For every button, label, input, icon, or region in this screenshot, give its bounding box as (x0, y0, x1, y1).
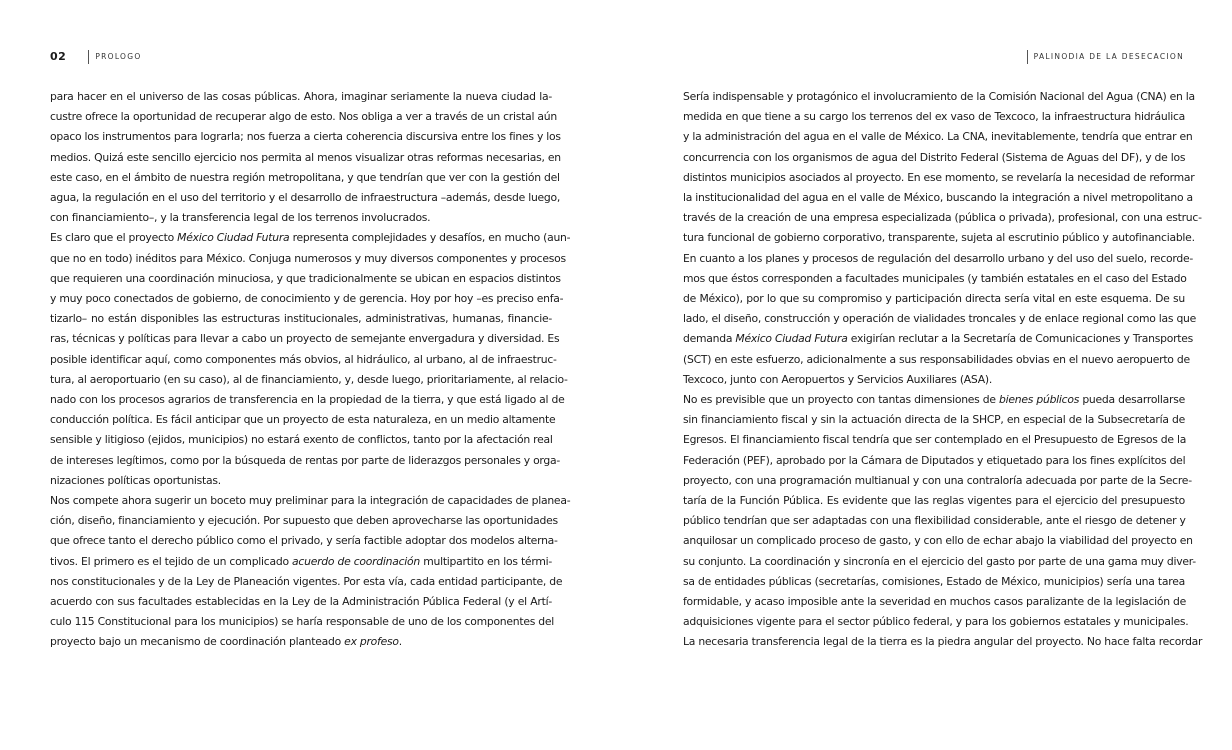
text-segment: representa complejidades y desafíos, en mucho (aun- (289, 231, 571, 245)
text-line (50, 592, 552, 612)
text-segment: sensible y litigioso (ejidos, municipios) no estará exento de conflictos, tanto por la afectación real (50, 433, 553, 447)
text-segment: la institucionalidad del agua en el valle de México, buscando la integración a nivel metropolitano a (683, 191, 1193, 205)
text-line (50, 491, 571, 511)
text-line (50, 410, 556, 430)
text-line (683, 329, 1194, 349)
text-segment: En cuanto a los planes y procesos de regulación del desarrollo urbano y del uso del suelo, recorde- (683, 251, 1194, 265)
text-line (683, 309, 1197, 329)
text-segment: Nos compete ahora sugerir un boceto muy preliminar para la integración de capacidades de planea- (50, 494, 571, 508)
text-line (50, 148, 561, 168)
text-segment: demanda (683, 332, 736, 346)
text-column-right (683, 87, 1203, 653)
text-segment: medios. Quizá este sencillo ejercicio nos permita al menos visualizar otras reformas necesarias, en (50, 150, 561, 164)
text-line (50, 370, 568, 390)
text-segment: multipartito en los térmi- (419, 554, 552, 568)
italic-text: ex profeso (344, 635, 399, 649)
text-segment: nado con los procesos agrarios de transferencia en la propiedad de la tierra, y que está ligado al de (50, 393, 565, 407)
text-line (50, 350, 557, 370)
text-segment: tizarlo– no están disponibles las estructuras institucionales, administrativas, humanas, financie- (50, 312, 552, 326)
text-line (50, 289, 564, 309)
text-segment: lado, el diseño, construcción y operación de vialidades troncales y de enlace regional como las que (683, 312, 1197, 326)
text-segment: anquilosar un complicado proceso de gasto, y con ello de echar abajo la viabilidad del proyecto en (683, 534, 1193, 548)
text-line (50, 188, 561, 208)
text-line (50, 87, 552, 107)
text-segment: custre ofrece la oportunidad de recuperar algo de esto. Nos obliga a ver a través de un cristal aún (50, 110, 557, 124)
text-line (683, 451, 1185, 471)
italic-text: México Ciudad Futura (735, 332, 848, 346)
text-segment: y la administración del agua en el valle de México. La CNA, inevitablemente, tendría que entrar en (683, 130, 1193, 144)
text-line (683, 208, 1202, 228)
text-segment: posible identificar aquí, como componentes más obvios, al hidráulico, al urbano, al de infraestruc- (50, 352, 557, 366)
italic-text: México Ciudad Futura (177, 231, 290, 245)
text-line (683, 269, 1185, 289)
text-line (50, 552, 552, 572)
text-line (683, 572, 1185, 592)
text-line (683, 350, 1190, 370)
text-line (50, 390, 565, 410)
text-segment: Egresos. El financiamiento fiscal tendría que ser contemplado en el Presupuesto de Egresos de la (683, 433, 1187, 447)
text-line (683, 370, 1185, 390)
page-header-right (1027, 50, 1184, 64)
text-segment: tura funcional de gobierno corporativo, transparente, sujeta al escrutinio público y autofinanciable. (683, 231, 1195, 245)
page-number: 02 (50, 50, 67, 63)
text-line (683, 390, 1185, 410)
text-segment: nizaciones políticas oportunistas. (50, 473, 221, 487)
text-line (50, 572, 563, 592)
text-line (683, 249, 1194, 269)
text-segment: Es claro que el proyecto (50, 231, 178, 245)
text-segment: que requieren una coordinación minuciosa, y que tradicionalmente se ubican en espacios distintos (50, 271, 561, 285)
text-line (50, 228, 571, 248)
text-segment: Sería indispensable y protagónico el involucramiento de la Comisión Nacional del Agua (CNA) en la (683, 90, 1195, 103)
text-column-left (50, 87, 571, 653)
text-line (50, 249, 566, 269)
header-divider-left (88, 50, 89, 64)
text-line (683, 289, 1185, 309)
text-line (50, 329, 560, 349)
text-line (683, 511, 1185, 531)
text-line (50, 511, 558, 531)
text-segment: su conjunto. La coordinación y sincronía en el ejercicio del gasto por parte de una gama muy diver- (683, 554, 1196, 568)
text-segment: taría de la Función Pública. Es evidente que las reglas vigentes para el ejercicio del presupuesto (683, 494, 1185, 508)
text-line (50, 471, 552, 491)
text-line (683, 632, 1203, 652)
text-line (50, 430, 552, 450)
text-line (683, 87, 1195, 107)
text-segment: culo 115 Constitucional para los municipios) se haría responsable de uno de los componentes del (50, 615, 555, 629)
page-header-left (50, 50, 142, 64)
text-segment: ras, técnicas y políticas para llevar a cabo un proyecto de semejante envergadura y diversidad. Es (50, 332, 560, 346)
text-segment: sa de entidades públicas (secretarías, comisiones, Estado de México, municipios) sería una tarea (683, 574, 1185, 588)
text-segment: formidable, y acaso imposible ante la severidad en muchos casos paralizante de la legislación de (683, 595, 1187, 609)
text-segment: (SCT) en este esfuerzo, adicionalmente a sus responsabilidades obvias en el nuevo aeropuerto de (683, 352, 1190, 366)
text-segment: medida en que tiene a su cargo los terrenos del ex vaso de Texcoco, la infraestructura hidráulica (683, 110, 1185, 124)
italic-text: bienes públicos (999, 393, 1080, 407)
text-line (683, 471, 1192, 491)
text-segment: . (398, 635, 402, 649)
text-line (50, 531, 558, 551)
text-segment: agua, la regulación en el uso del territorio y el desarrollo de infraestructura –además, desde luego, (50, 191, 561, 205)
text-segment: nos constitucionales y de la Ley de Planeación vigentes. Por esta vía, cada entidad participante, de (50, 574, 563, 588)
text-line (50, 632, 552, 652)
text-segment: exigirían reclutar a la Secretaría de Comunicaciones y Transportes (847, 332, 1194, 346)
text-segment: público tendrían que ser adaptadas con una flexibilidad considerable, ante el riesgo de detener y (683, 514, 1186, 528)
section-label-left: PROLOGO (95, 52, 142, 61)
text-line (683, 552, 1196, 572)
text-line (683, 148, 1185, 168)
header-divider-right (1027, 50, 1028, 64)
text-segment: con financiamiento–, y la transferencia legal de los terrenos involucrados. (50, 211, 431, 225)
text-segment: tivos. El primero es el tejido de un complicado (50, 554, 293, 568)
text-line (683, 592, 1185, 612)
text-segment: opaco los instrumentos para lograrla; nos fuerza a cierta coherencia discursiva entre los fines y los (50, 130, 561, 144)
text-segment: Texcoco, junto con Aeropuertos y Servicios Auxiliares (ASA). (683, 372, 993, 386)
text-segment: este caso, en el ámbito de nuestra región metropolitana, y que tendrían que ver con la gestión del (50, 170, 560, 184)
text-line (683, 107, 1185, 127)
text-segment: ción, diseño, financiamiento y ejecución. Por supuesto que deben aprovecharse las oportunidades (50, 514, 558, 528)
text-segment: para hacer en el universo de las cosas públicas. Ahora, imaginar seriamente la nueva ciudad la- (50, 90, 552, 103)
text-line (50, 168, 560, 188)
text-segment: concurrencia con los organismos de agua del Distrito Federal (Sistema de Aguas del DF), y de los (683, 150, 1186, 164)
text-line (50, 107, 557, 127)
text-segment: adquisiciones vigente para el sector público federal, y para los gobiernos estatales y municipales. (683, 615, 1189, 629)
text-segment: Federación (PEF), aprobado por la Cámara de Diputados y etiquetado para los fines explícitos del (683, 453, 1186, 467)
text-segment: distintos municipios asociados al proyecto. En ese momento, se revelaría la necesidad de reformar (683, 170, 1195, 184)
text-line (50, 269, 561, 289)
text-segment: que ofrece tanto el derecho público como el privado, y sería factible adoptar dos modelos alterna- (50, 534, 558, 548)
text-segment: de intereses legítimos, como por la búsqueda de rentas por parte de liderazgos personales y orga- (50, 453, 561, 467)
text-line (683, 410, 1185, 430)
text-segment: que no en todo) inéditos para México. Conjuga numerosos y muy diversos componentes y procesos (50, 251, 566, 265)
text-segment: tura, al aeroportuario (en su caso), al de financiamiento, y, desde luego, prioritariamente, al relacio- (50, 372, 568, 386)
text-segment: La necesaria transferencia legal de la tierra es la piedra angular del proyecto. No hace falta recordar (683, 635, 1203, 649)
text-segment: y muy poco conectados de gobierno, de conocimiento y de gerencia. Hoy por hoy –es preciso enfa- (50, 292, 564, 306)
text-line (683, 168, 1195, 188)
text-line (50, 208, 552, 228)
text-line (683, 228, 1195, 248)
text-line (683, 612, 1189, 632)
text-line (50, 309, 552, 329)
text-line (50, 451, 561, 471)
text-line (683, 531, 1193, 551)
text-line (683, 430, 1185, 450)
text-line (50, 127, 561, 147)
text-segment: pueda desarrollarse (1079, 393, 1185, 407)
text-segment: proyecto bajo un mecanismo de coordinación planteado (50, 635, 345, 649)
text-segment: proyecto, con una programación multianual y con una contraloría adecuada por parte de la Secre- (683, 473, 1192, 487)
text-segment: través de la creación de una empresa especializada (pública o privada), profesional, con una estruc- (683, 211, 1202, 225)
text-line (50, 612, 555, 632)
text-line (683, 127, 1193, 147)
text-line (683, 491, 1185, 511)
text-segment: acuerdo con sus facultades establecidas en la Ley de la Administración Pública Federal (y el Artí- (50, 595, 552, 609)
text-segment: No es previsible que un proyecto con tantas dimensiones de (683, 393, 1000, 407)
section-label-right: PALINODIA DE LA DESECACION (1033, 52, 1184, 61)
text-segment: conducción política. Es fácil anticipar que un proyecto de esta naturaleza, en un medio altamente (50, 413, 556, 427)
text-line (683, 188, 1193, 208)
text-segment: de México), por lo que su compromiso y participación directa sería vital en este esquema. De su (683, 292, 1185, 306)
text-segment: sin financiamiento fiscal y sin la actuación directa de la SHCP, en especial de la Subsecretaría de (683, 413, 1185, 427)
italic-text: acuerdo de coordinación (292, 554, 420, 568)
text-segment: mos que éstos corresponden a facultades municipales (y también estatales en el caso del Estado (683, 271, 1187, 285)
